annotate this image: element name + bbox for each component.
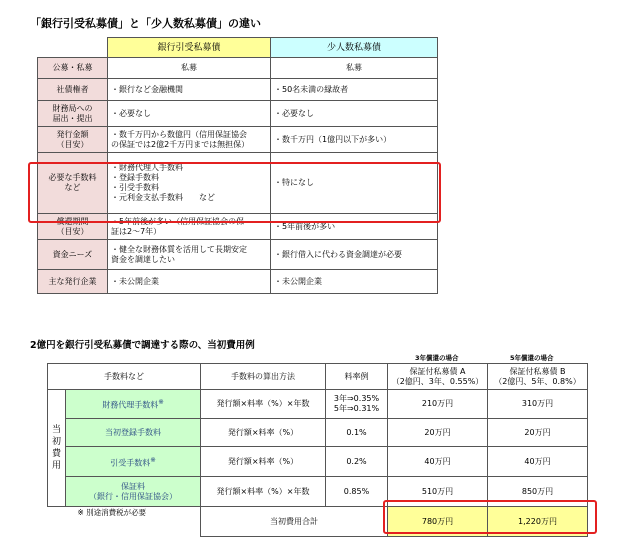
- row-bank: ・未公開企業: [108, 270, 271, 294]
- row-label: 主な発行企業: [38, 270, 108, 294]
- fee-rate: 0.85%: [326, 477, 388, 507]
- comparison-row: [38, 270, 438, 294]
- comparison-row: [38, 240, 438, 270]
- cost-row: [48, 447, 588, 477]
- row-label: 発行金額 （目安）: [38, 127, 108, 153]
- header-fee: 手数料など: [48, 364, 201, 390]
- row-small: ・特になし: [271, 153, 438, 214]
- fee-b: 310万円: [488, 390, 588, 419]
- row-small: ・5年前後が多い: [271, 214, 438, 240]
- fee-label: 財務代理手数料※: [66, 390, 201, 419]
- cost-header-row: [48, 364, 588, 390]
- asterisk-mark: ※: [158, 398, 164, 407]
- comparison-row: [38, 58, 438, 79]
- total-label: 当初費用合計: [201, 507, 388, 537]
- fee-label: 保証料 （銀行・信用保証協会）: [66, 477, 201, 507]
- row-bank: ・銀行など金融機関: [108, 79, 271, 101]
- header-b: 保証付私募債 B （2億円、5年、0.8%）: [488, 364, 588, 390]
- row-small: ・未公開企業: [271, 270, 438, 294]
- row-bank: 私募: [108, 58, 271, 79]
- comparison-row: [38, 79, 438, 101]
- fee-label: 引受手数料※: [66, 447, 201, 477]
- fee-a: 20万円: [388, 419, 488, 447]
- header-blank: [38, 38, 108, 58]
- fee-method: 発行額×料率（%）×年数: [201, 477, 326, 507]
- header-bank: 銀行引受私募債: [108, 38, 271, 58]
- row-small: ・必要なし: [271, 101, 438, 127]
- row-label: 社債権者: [38, 79, 108, 101]
- header-method: 手数料の算出方法: [201, 364, 326, 390]
- header-small: 少人数私募債: [271, 38, 438, 58]
- fee-b: 40万円: [488, 447, 588, 477]
- fee-rate: 0.2%: [326, 447, 388, 477]
- row-bank: ・5年前後が多い（信用保証協会の保 証は2～7年）: [108, 214, 271, 240]
- row-bank: ・財務代理人手数料 ・登録手数料 ・引受手数料 ・元利金支払手数料 など: [108, 153, 271, 214]
- header-a: 保証付私募債 A （2億円、3年、0.55%）: [388, 364, 488, 390]
- row-label: 公募・私募: [38, 58, 108, 79]
- cost-row: [48, 419, 588, 447]
- fee-b: 20万円: [488, 419, 588, 447]
- total-b: 1,220万円: [488, 507, 588, 537]
- row-small: ・数千万円（1億円以下が多い）: [271, 127, 438, 153]
- fee-label: 当初登録手数料: [66, 419, 201, 447]
- header-rate: 料率例: [326, 364, 388, 390]
- row-label: 資金ニーズ: [38, 240, 108, 270]
- case-note-5yr: 5年償還の場合: [510, 354, 554, 362]
- row-small: ・50名未満の縁故者: [271, 79, 438, 101]
- fee-a: 210万円: [388, 390, 488, 419]
- comparison-row: [38, 101, 438, 127]
- total-highlight-box: [383, 500, 597, 534]
- fee-a: 40万円: [388, 447, 488, 477]
- fee-method: 発行額×料率（%）×年数: [201, 390, 326, 419]
- tax-note: ※ 別途消費税が必要: [77, 508, 147, 517]
- fee-method: 発行額×料率（%）: [201, 419, 326, 447]
- comparison-row: [38, 127, 438, 153]
- case-note-3yr: 3年償還の場合: [415, 354, 459, 362]
- section2-title: 2億円を銀行引受私募債で調達する際の、当初費用例: [30, 340, 255, 351]
- fee-a: 510万円: [388, 477, 488, 507]
- section1-title: 「銀行引受私募債」と「少人数私募債」の違い: [30, 17, 261, 30]
- row-small: 私募: [271, 58, 438, 79]
- row-bank: ・健全な財務体質を活用して長期安定 資金を調達したい: [108, 240, 271, 270]
- asterisk-mark: ※: [150, 455, 156, 464]
- row-small: ・銀行借入に代わる資金調達が必要: [271, 240, 438, 270]
- cost-row: [48, 390, 588, 419]
- fees-highlight-box: [28, 162, 441, 223]
- row-label: 必要な手数料 など: [38, 153, 108, 214]
- initial-cost-side-label: 当初費用: [48, 390, 66, 507]
- fee-b: 850万円: [488, 477, 588, 507]
- row-label: 償還期間 （目安）: [38, 214, 108, 240]
- comparison-header-row: [38, 38, 438, 58]
- row-bank: ・必要なし: [108, 101, 271, 127]
- total-a: 780万円: [388, 507, 488, 537]
- row-label: 財務局への 届出・提出: [38, 101, 108, 127]
- fee-rate: 3年⇒0.35% 5年⇒0.31%: [326, 390, 388, 419]
- fee-method: 発行額×料率（%）: [201, 447, 326, 477]
- row-bank: ・数千万円から数億円（信用保証協会 の保証では2億2千万円までは無担保）: [108, 127, 271, 153]
- fee-rate: 0.1%: [326, 419, 388, 447]
